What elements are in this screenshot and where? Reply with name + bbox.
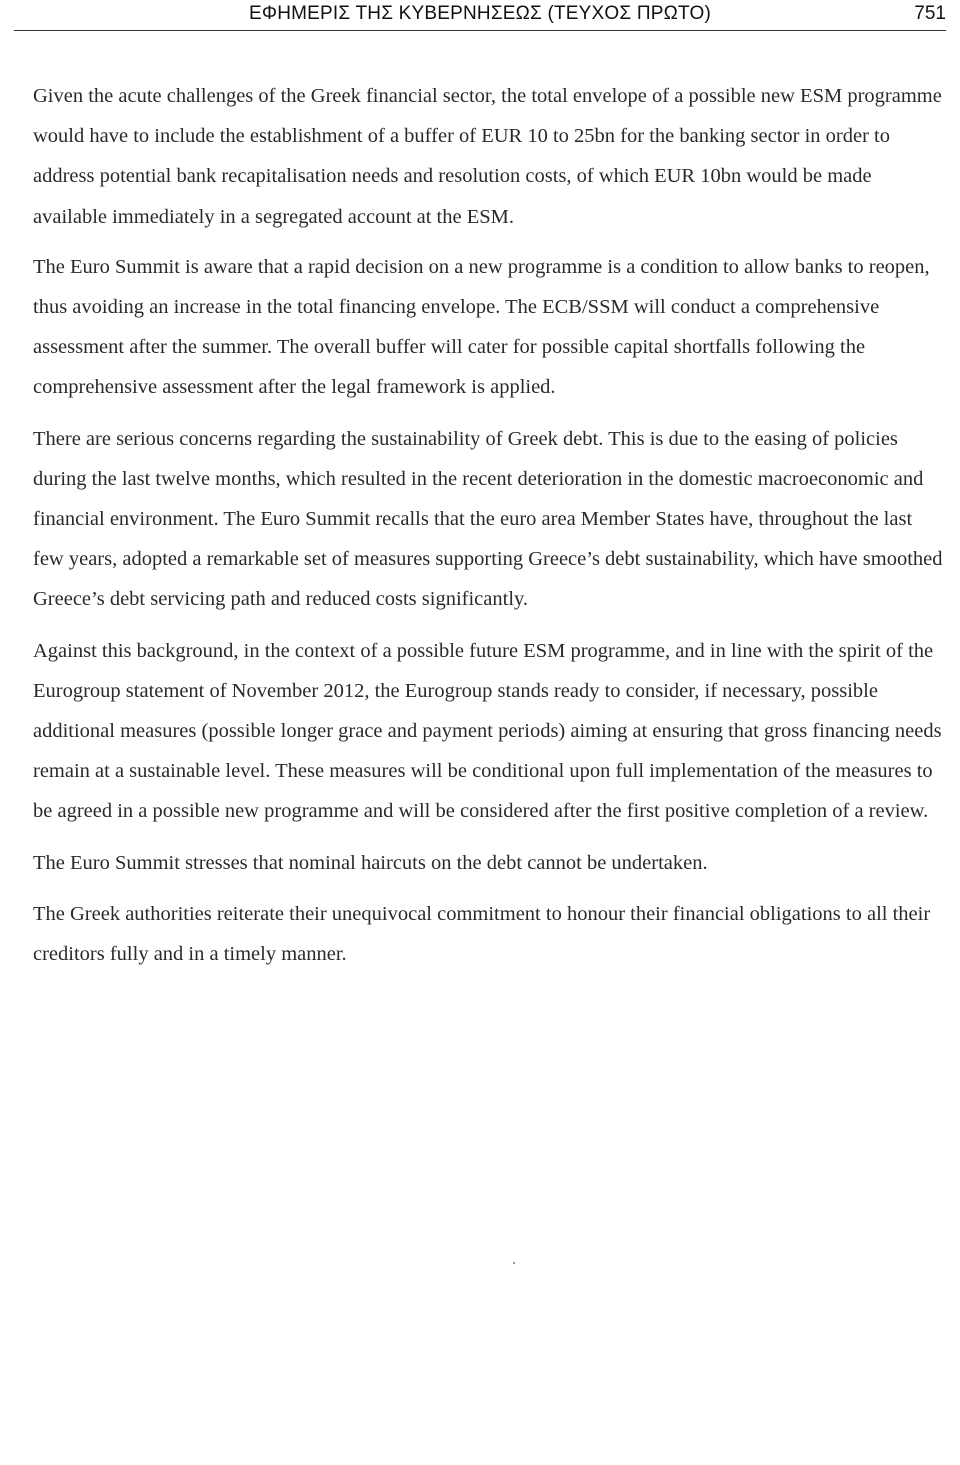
paragraph-rapid-decision: The Euro Summit is aware that a rapid decision on a new programme is a condition to allow banks to reopen, thus avoiding an increase in the total financing envelope. The ECB/SSM will conduct a comprehensive assessment after the summer. The overall buffer will cater for possible capital shortfalls following the comprehensive assessment after the legal framework is applied.: [33, 255, 930, 399]
journal-title: ΕΦΗΜΕΡΙΣ ΤΗΣ ΚΥΒΕΡΝΗΣΕΩΣ (ΤΕΥΧΟΣ ΠΡΩΤΟ): [248, 3, 711, 24]
page-number: 751: [914, 3, 946, 24]
paragraph-nominal-haircuts: The Euro Summit stresses that nominal haircuts on the debt cannot be undertaken.: [33, 851, 708, 874]
document-body: [33, 76, 943, 985]
paragraph-additional-measures: Against this background, in the context of a possible future ESM programme, and in line with the spirit of the Eurogroup statement of November 2012, the Eurogroup stands ready to consider, if necessary, possible additional measures (possible longer grace and payment periods) aiming at ensuring that gross financing needs remain at a sustainable level. These measures will be conditional upon full implementation of the measures to be agreed in a possible new programme and will be considered after the first positive completion of a review.: [33, 639, 942, 823]
paragraph-banking-buffer: Given the acute challenges of the Greek financial sector, the total envelope of a possible new ESM programme would have to include the establishment of a buffer of EUR 10 to 25bn for the banking sector in order to address potential bank recapitalisation needs and resolution costs, of which EUR 10bn would be made available immediately in a segregated account at the ESM.: [33, 85, 942, 228]
paragraph-greek-commitment: The Greek authorities reiterate their unequivocal commitment to honour their financial obligations to all their creditors fully and in a timely manner.: [33, 902, 931, 966]
paragraph-debt-concerns: There are serious concerns regarding the sustainability of Greek debt. This is due to the easing of policies during the last twelve months, which resulted in the recent deterioration in the domestic macroeconomic and financial environment. The Euro Summit recalls that the euro area Member States have, throughout the last few years, adopted a remarkable set of measures supporting Greece’s debt sustainability, which have smoothed Greece’s debt servicing path and reduced costs significantly.: [33, 427, 943, 611]
running-header: [14, 0, 946, 31]
scan-speck: [513, 1262, 515, 1264]
